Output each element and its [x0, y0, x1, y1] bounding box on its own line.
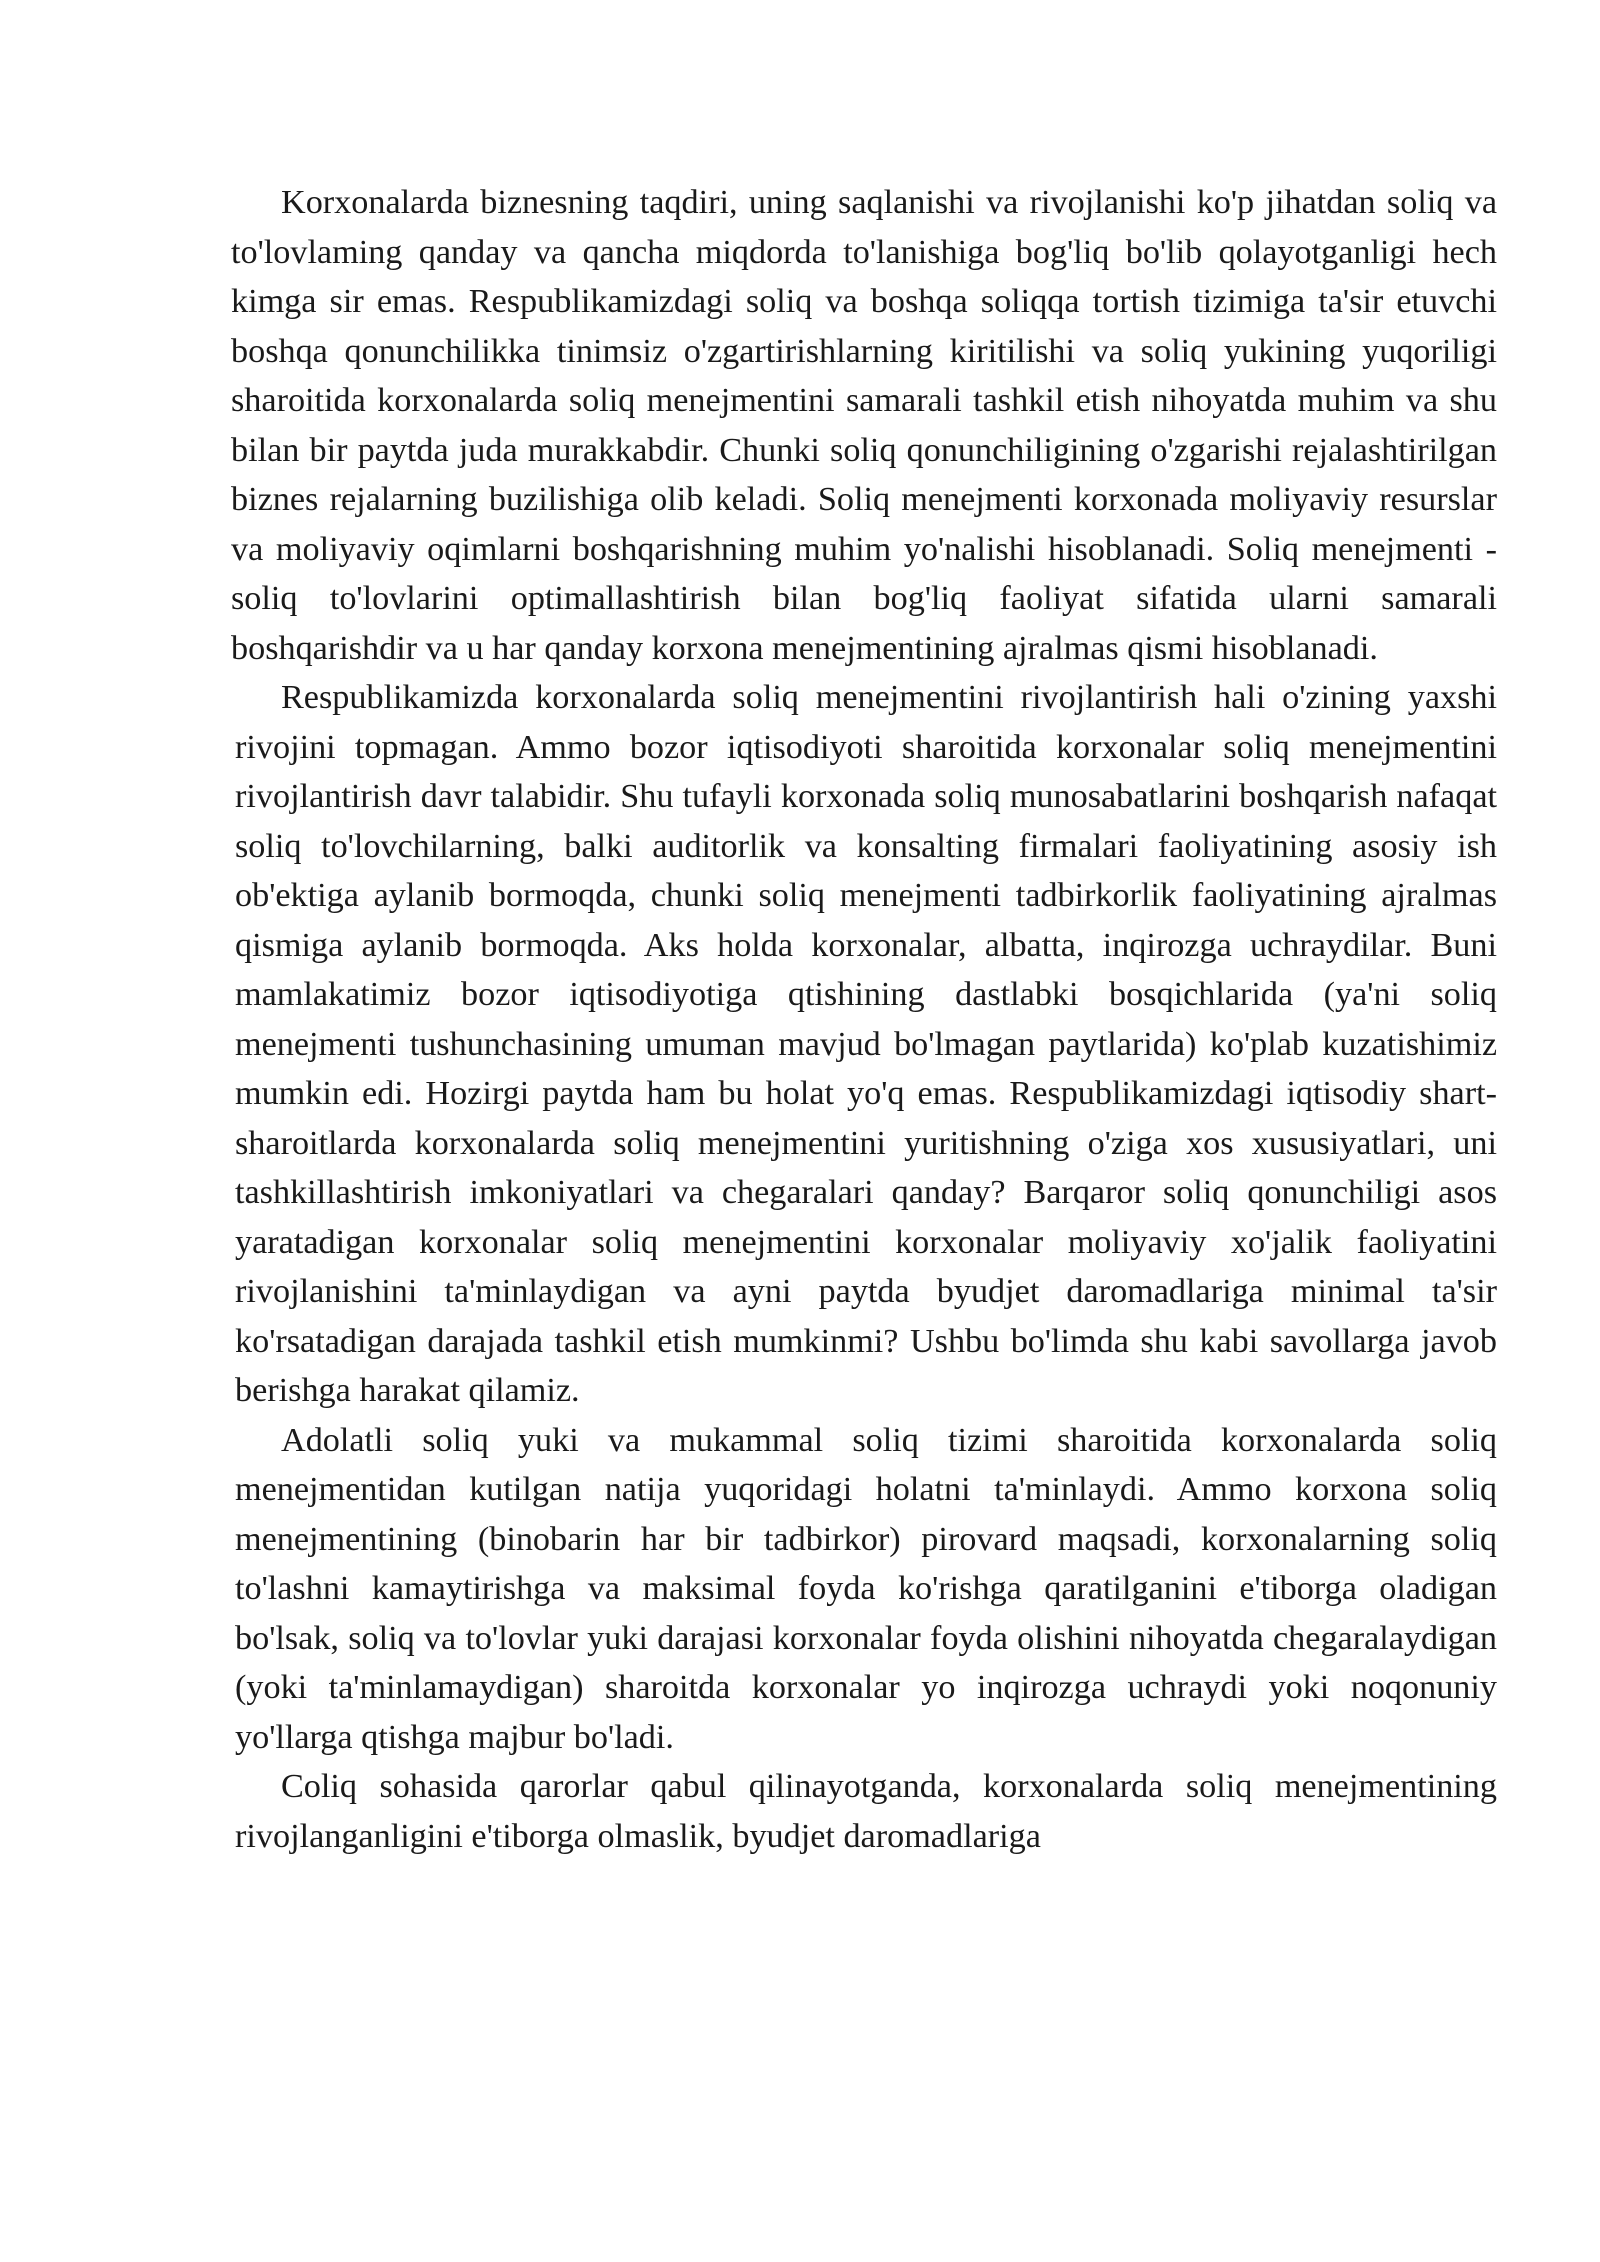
document-body — [231, 178, 1497, 1861]
paragraph-3: Adolatli soliq yuki va mukammal soliq tizimi sharoitida korxonalarda soliq menejmentidan kutilgan natija yuqoridagi holatni ta'minlaydi. Ammo korxona soliq menejmentining (binobarin har bir tadbirkor) pirovard maqsadi, korxonalarning soliq to'lashni kamaytirishga va maksimal foyda ko'rishga qaratilganini e'tiborga oladigan bo'lsak, soliq va to'lovlar yuki darajasi korxonalar foyda olishini nihoyatda chegaralaydigan (yoki ta'minlamaydigan) sharoitda korxonalar yo inqirozga uchraydi yoki noqonuniy yo'llarga qtishga majbur bo'ladi. — [235, 1421, 1497, 1756]
paragraph-1: Korxonalarda biznesning taqdiri, uning saqlanishi va rivojlanishi ko'p jihatdan soliq va to'lovlaming qanday va qancha miqdorda to'lanishiga bog'liq bo'lib qolayotganligi hech kimga sir emas. Respublikamizdagi soliq va boshqa soliqqa tortish tizimiga ta'sir etuvchi boshqa qonunchilikka tinimsiz o'zgartirishlarning kiritilishi va soliq yukining yuqoriligi sharoitida korxonalarda soliq menejmentini samarali tashkil etish nihoyatda muhim va shu bilan bir paytda juda murakkabdir. Chunki soliq qonunchiligining o'zgarishi rejalashtirilgan biznes rejalarning buzilishiga olib keladi. Soliq menejmenti korxonada moliyaviy resurslar va moliyaviy oqimlarni boshqarishning muhim yo'nalishi hisoblanadi. Soliq menejmenti - soliq to'lovlarini optimallashtirish bilan bog'liq faoliyat sifatida ularni samarali boshqarishdir va u har qanday korxona menejmentining ajralmas qismi hisoblanadi. — [231, 184, 1497, 667]
paragraph-2: Respublikamizda korxonalarda soliq menejmentini rivojlantirish hali o'zining yaxshi rivojini topmagan. Ammo bozor iqtisodiyoti sharoitida korxonalar soliq menejmentini rivojlantirish davr talabidir. Shu tufayli korxonada soliq munosabatlarini boshqarish nafaqat soliq to'lovchilarning, balki auditorlik va konsalting firmalari faoliyatining asosiy ish ob'ektiga aylanib bormoqda, chunki soliq menejmenti tadbirkorlik faoliyatining ajralmas qismiga aylanib bormoqda. Aks holda korxonalar, albatta, inqirozga uchraydilar. Buni mamlakatimiz bozor iqtisodiyotiga qtishining dastlabki bosqichlarida (ya'ni soliq menejmenti tushunchasining umuman mavjud bo'lmagan paytlarida) ko'plab kuzatishimiz mumkin edi. Hozirgi paytda ham bu holat yo'q emas. Respublikamizdagi iqtisodiy shart-sharoitlarda korxonalarda soliq menejmentini yuritishning o'ziga xos xususiyatlari, uni tashkillashtirish imkoniyatlari va chegaralari qanday? Barqaror soliq qonunchiligi asos yaratadigan korxonalar soliq menejmentini korxonalar moliyaviy xo'jalik faoliyatini rivojlanishini ta'minlaydigan va ayni paytda byudjet daromadlariga minimal ta'sir ko'rsatadigan darajada tashkil etish mumkinmi? Ushbu bo'limda shu kabi savollarga javob berishga harakat qilamiz. — [235, 679, 1497, 1409]
paragraph-4: Coliq sohasida qarorlar qabul qilinayotganda, korxonalarda soliq menejmentining rivojlanganligini e'tiborga olmaslik, byudjet daromadlariga — [235, 1768, 1497, 1855]
